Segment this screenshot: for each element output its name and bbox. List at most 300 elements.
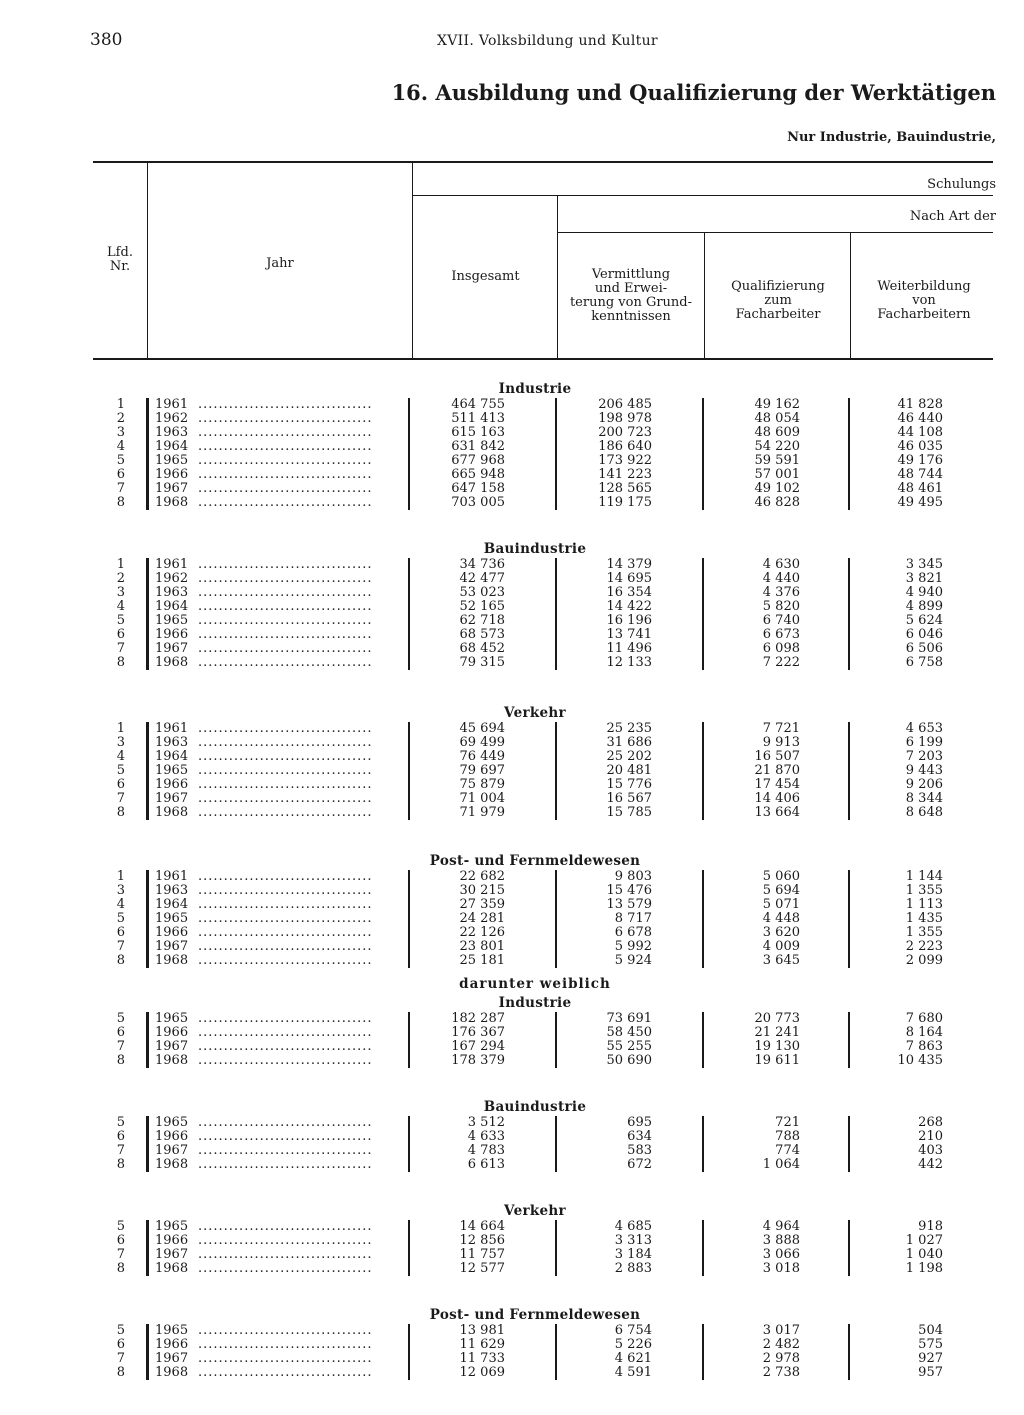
table-row [0,884,1024,898]
leader-dots: .................................. [198,398,373,412]
table-row [0,614,1024,628]
row-number: 1 [116,397,125,412]
leader-dots: .................................. [198,1158,373,1172]
row-year: 1962 [155,411,189,426]
row-number: 2 [116,411,125,426]
cell-qualifizierung: 6 098 [762,641,800,656]
cell-vermittlung: 16 567 [606,791,652,806]
cell-insgesamt: 4 633 [467,1129,505,1144]
cell-insgesamt: 68 452 [459,641,505,656]
row-year: 1966 [155,1233,189,1248]
section-title: Industrie [498,995,572,1011]
leader-dots: .................................. [198,736,373,750]
cell-insgesamt: 464 755 [451,397,505,412]
row-number: 6 [116,1129,125,1144]
leader-dots: .................................. [198,412,373,426]
cell-insgesamt: 76 449 [459,749,505,764]
row-number: 7 [116,1247,125,1262]
cell-qualifizierung: 20 773 [754,1011,800,1026]
row-number: 4 [116,439,125,454]
row-year: 1968 [155,805,189,820]
header-qualifizierung: Qualifizierung zum Facharbeiter [731,279,825,322]
cell-insgesamt: 45 694 [459,721,505,736]
row-year: 1968 [155,495,189,510]
cell-insgesamt: 11 757 [459,1247,505,1262]
cell-weiterbildung: 5 624 [905,613,943,628]
row-year: 1963 [155,585,189,600]
cell-weiterbildung: 1 144 [905,869,943,884]
cell-weiterbildung: 6 199 [905,735,943,750]
leader-dots: .................................. [198,586,373,600]
cell-qualifizierung: 4 630 [762,557,800,572]
table-row [0,628,1024,642]
table-row [0,1116,1024,1130]
cell-insgesamt: 11 629 [459,1337,505,1352]
row-year: 1961 [155,721,189,736]
row-number: 8 [116,1157,125,1172]
cell-insgesamt: 30 215 [459,883,505,898]
cell-vermittlung: 25 202 [606,749,652,764]
cell-vermittlung: 672 [627,1157,652,1172]
table-body [0,372,1024,1380]
table-row [0,600,1024,614]
cell-qualifizierung: 5 071 [762,897,800,912]
cell-vermittlung: 15 476 [606,883,652,898]
row-number: 6 [116,467,125,482]
row-year: 1968 [155,953,189,968]
cell-qualifizierung: 6 673 [762,627,800,642]
cell-insgesamt: 665 948 [451,467,505,482]
section-rows [0,558,1024,670]
row-number: 5 [116,911,125,926]
section-title: Post- und Fernmeldewesen [429,853,641,869]
cell-insgesamt: 71 004 [459,791,505,806]
row-year: 1966 [155,1337,189,1352]
cell-weiterbildung: 1 355 [905,925,943,940]
cell-vermittlung: 4 621 [614,1351,652,1366]
cell-qualifizierung: 3 066 [762,1247,800,1262]
row-number: 2 [116,571,125,586]
table-row [0,1144,1024,1158]
cell-insgesamt: 167 294 [451,1039,505,1054]
cell-weiterbildung: 7 863 [905,1039,943,1054]
cell-qualifizierung: 4 964 [762,1219,800,1234]
cell-weiterbildung: 2 099 [905,953,943,968]
leader-dots: .................................. [198,600,373,614]
cell-weiterbildung: 6 046 [905,627,943,642]
cell-weiterbildung: 3 345 [905,557,943,572]
row-number: 5 [116,1219,125,1234]
row-year: 1961 [155,869,189,884]
row-number: 1 [116,557,125,572]
section-title: Post- und Fernmeldewesen [429,1307,641,1323]
cell-vermittlung: 206 485 [598,397,652,412]
table-row [0,1366,1024,1380]
cell-weiterbildung: 403 [918,1143,943,1158]
cell-qualifizierung: 2 738 [762,1365,800,1380]
header-lfd-nr: Lfd. Nr. [107,245,133,274]
leader-dots: .................................. [198,898,373,912]
cell-insgesamt: 615 163 [451,425,505,440]
section-rows [0,722,1024,820]
row-year: 1965 [155,613,189,628]
header-divider-jahr [412,162,413,358]
row-number: 3 [116,735,125,750]
cell-qualifizierung: 3 017 [762,1323,800,1338]
leader-dots: .................................. [198,1040,373,1054]
row-number: 5 [116,1011,125,1026]
row-year: 1964 [155,897,189,912]
table-row [0,926,1024,940]
header-divider-qualifizierung [850,233,851,358]
cell-qualifizierung: 5 820 [762,599,800,614]
row-year: 1968 [155,1053,189,1068]
cell-weiterbildung: 918 [918,1219,943,1234]
cell-weiterbildung: 268 [918,1115,943,1130]
row-year: 1968 [155,1365,189,1380]
row-year: 1964 [155,439,189,454]
table-row [0,482,1024,496]
section-rows [0,398,1024,510]
row-number: 7 [116,481,125,496]
row-year: 1965 [155,763,189,778]
running-head: XVII. Volksbildung und Kultur [437,33,658,49]
cell-qualifizierung: 13 664 [754,805,800,820]
cell-weiterbildung: 210 [918,1129,943,1144]
cell-weiterbildung: 2 223 [905,939,943,954]
row-year: 1967 [155,481,189,496]
leader-dots: .................................. [198,642,373,656]
cell-weiterbildung: 44 108 [897,425,943,440]
cell-qualifizierung: 46 828 [754,495,800,510]
table-row [0,586,1024,600]
header-nach-art: Nach Art der [909,209,996,224]
cell-vermittlung: 16 196 [606,613,652,628]
section-title: Industrie [498,381,572,397]
table-row [0,468,1024,482]
row-year: 1966 [155,1129,189,1144]
row-number: 5 [116,613,125,628]
cell-insgesamt: 4 783 [467,1143,505,1158]
cell-vermittlung: 6 754 [614,1323,652,1338]
row-number: 6 [116,1337,125,1352]
header-rule-schulungs [413,195,993,196]
row-number: 7 [116,1039,125,1054]
table-row [0,898,1024,912]
cell-weiterbildung: 1 113 [905,897,943,912]
row-year: 1963 [155,883,189,898]
cell-qualifizierung: 59 591 [754,453,800,468]
leader-dots: .................................. [198,884,373,898]
cell-vermittlung: 634 [627,1129,652,1144]
leader-dots: .................................. [198,940,373,954]
cell-qualifizierung: 6 740 [762,613,800,628]
row-number: 3 [116,585,125,600]
leader-dots: .................................. [198,1338,373,1352]
cell-weiterbildung: 4 653 [905,721,943,736]
cell-weiterbildung: 10 435 [897,1053,943,1068]
cell-insgesamt: 12 856 [459,1233,505,1248]
row-year: 1966 [155,1025,189,1040]
table-row [0,1338,1024,1352]
cell-weiterbildung: 927 [918,1351,943,1366]
cell-insgesamt: 75 879 [459,777,505,792]
cell-vermittlung: 20 481 [606,763,652,778]
cell-insgesamt: 14 664 [459,1219,505,1234]
row-number: 6 [116,777,125,792]
leader-dots: .................................. [198,1352,373,1366]
section-rows [0,1116,1024,1172]
page-number: 380 [90,30,123,50]
row-year: 1961 [155,557,189,572]
cell-weiterbildung: 1 040 [905,1247,943,1262]
row-year: 1967 [155,1247,189,1262]
leader-dots: .................................. [198,1262,373,1276]
row-number: 8 [116,495,125,510]
leader-dots: .................................. [198,1130,373,1144]
leader-dots: .................................. [198,558,373,572]
row-year: 1967 [155,939,189,954]
row-number: 8 [116,1261,125,1276]
row-year: 1966 [155,925,189,940]
cell-vermittlung: 13 579 [606,897,652,912]
row-year: 1965 [155,1115,189,1130]
cell-weiterbildung: 46 035 [897,439,943,454]
table-row [0,1262,1024,1276]
cell-weiterbildung: 7 203 [905,749,943,764]
cell-weiterbildung: 9 443 [905,763,943,778]
cell-weiterbildung: 8 344 [905,791,943,806]
row-number: 4 [116,749,125,764]
cell-qualifizierung: 3 645 [762,953,800,968]
table-row [0,1054,1024,1068]
cell-vermittlung: 4 685 [614,1219,652,1234]
cell-qualifizierung: 4 376 [762,585,800,600]
table-row [0,912,1024,926]
header-divider-vermittlung [704,233,705,358]
cell-weiterbildung: 504 [918,1323,943,1338]
table-row [0,572,1024,586]
row-number: 4 [116,599,125,614]
cell-insgesamt: 182 287 [451,1011,505,1026]
table-row [0,764,1024,778]
cell-vermittlung: 141 223 [598,467,652,482]
cell-vermittlung: 14 422 [606,599,652,614]
cell-insgesamt: 79 697 [459,763,505,778]
cell-weiterbildung: 3 821 [905,571,943,586]
cell-vermittlung: 73 691 [606,1011,652,1026]
cell-vermittlung: 119 175 [598,495,652,510]
table-row [0,1220,1024,1234]
header-weiterbildung: Weiterbildung von Facharbeitern [877,279,971,322]
table-section [0,704,1024,820]
cell-vermittlung: 128 565 [598,481,652,496]
leader-dots: .................................. [198,454,373,468]
cell-vermittlung: 695 [627,1115,652,1130]
cell-vermittlung: 9 803 [614,869,652,884]
table-row [0,1012,1024,1026]
cell-vermittlung: 15 785 [606,805,652,820]
cell-vermittlung: 12 133 [606,655,652,670]
cell-insgesamt: 176 367 [451,1025,505,1040]
cell-qualifizierung: 5 694 [762,883,800,898]
row-year: 1967 [155,1143,189,1158]
cell-insgesamt: 25 181 [459,953,505,968]
header-top-rule [93,161,993,163]
row-year: 1967 [155,791,189,806]
table-section [0,380,1024,510]
table-section [0,1202,1024,1276]
cell-insgesamt: 3 512 [467,1115,505,1130]
cell-qualifizierung: 5 060 [762,869,800,884]
leader-dots: .................................. [198,1012,373,1026]
table-row [0,870,1024,884]
header-vermittlung: Vermittlung und Erwei- terung von Grund- kenntnissen [569,267,693,324]
leader-dots: .................................. [198,1220,373,1234]
cell-insgesamt: 22 682 [459,869,505,884]
header-insgesamt: Insgesamt [451,269,520,284]
cell-vermittlung: 6 678 [614,925,652,940]
table-row [0,940,1024,954]
table-row [0,792,1024,806]
row-number: 4 [116,897,125,912]
cell-insgesamt: 511 413 [451,411,505,426]
cell-insgesamt: 677 968 [451,453,505,468]
cell-weiterbildung: 46 440 [897,411,943,426]
row-year: 1968 [155,1157,189,1172]
table-row [0,954,1024,968]
cell-vermittlung: 5 226 [614,1337,652,1352]
row-number: 6 [116,925,125,940]
leader-dots: .................................. [198,806,373,820]
cell-qualifizierung: 19 130 [754,1039,800,1054]
row-year: 1965 [155,911,189,926]
row-number: 8 [116,1053,125,1068]
cell-weiterbildung: 7 680 [905,1011,943,1026]
row-year: 1965 [155,1323,189,1338]
cell-weiterbildung: 48 744 [897,467,943,482]
row-year: 1967 [155,1039,189,1054]
row-year: 1961 [155,397,189,412]
cell-qualifizierung: 14 406 [754,791,800,806]
cell-vermittlung: 5 924 [614,953,652,968]
cell-vermittlung: 186 640 [598,439,652,454]
cell-insgesamt: 69 499 [459,735,505,750]
cell-qualifizierung: 3 888 [762,1233,800,1248]
cell-vermittlung: 25 235 [606,721,652,736]
cell-insgesamt: 12 577 [459,1261,505,1276]
leader-dots: .................................. [198,614,373,628]
cell-weiterbildung: 575 [918,1337,943,1352]
cell-vermittlung: 11 496 [606,641,652,656]
cell-weiterbildung: 41 828 [897,397,943,412]
header-divider-nr [147,162,148,358]
cell-vermittlung: 8 717 [614,911,652,926]
group-title-weiblich: darunter weiblich [459,976,611,992]
row-number: 8 [116,1365,125,1380]
row-number: 3 [116,883,125,898]
table-row [0,778,1024,792]
cell-vermittlung: 3 184 [614,1247,652,1262]
leader-dots: .................................. [198,572,373,586]
cell-vermittlung: 55 255 [606,1039,652,1054]
leader-dots: .................................. [198,426,373,440]
cell-weiterbildung: 49 495 [897,495,943,510]
leader-dots: .................................. [198,778,373,792]
cell-weiterbildung: 6 506 [905,641,943,656]
leader-dots: .................................. [198,1054,373,1068]
table-row [0,558,1024,572]
header-rule-art [558,232,993,233]
row-year: 1966 [155,777,189,792]
leader-dots: .................................. [198,750,373,764]
row-number: 1 [116,721,125,736]
cell-qualifizierung: 21 870 [754,763,800,778]
leader-dots: .................................. [198,496,373,510]
cell-insgesamt: 34 736 [459,557,505,572]
table-row [0,398,1024,412]
cell-insgesamt: 53 023 [459,585,505,600]
table-row [0,656,1024,670]
cell-vermittlung: 31 686 [606,735,652,750]
cell-insgesamt: 631 842 [451,439,505,454]
cell-insgesamt: 11 733 [459,1351,505,1366]
cell-insgesamt: 178 379 [451,1053,505,1068]
cell-insgesamt: 12 069 [459,1365,505,1380]
cell-vermittlung: 50 690 [606,1053,652,1068]
header-bottom-rule [93,358,993,360]
table-row [0,736,1024,750]
table-row [0,1234,1024,1248]
row-year: 1967 [155,641,189,656]
cell-weiterbildung: 1 027 [905,1233,943,1248]
cell-vermittlung: 173 922 [598,453,652,468]
cell-vermittlung: 198 978 [598,411,652,426]
table-row [0,1026,1024,1040]
table-section [0,1098,1024,1172]
cell-qualifizierung: 49 162 [754,397,800,412]
row-year: 1965 [155,1219,189,1234]
leader-dots: .................................. [198,482,373,496]
cell-insgesamt: 13 981 [459,1323,505,1338]
cell-insgesamt: 703 005 [451,495,505,510]
leader-dots: .................................. [198,1366,373,1380]
cell-weiterbildung: 6 758 [905,655,943,670]
row-number: 7 [116,641,125,656]
cell-qualifizierung: 7 721 [762,721,800,736]
table-row [0,750,1024,764]
row-number: 6 [116,627,125,642]
leader-dots: .................................. [198,1116,373,1130]
cell-qualifizierung: 2 978 [762,1351,800,1366]
table-row [0,412,1024,426]
table-title: 16. Ausbildung und Qualifizierung der Werktätigen [391,80,996,105]
leader-dots: .................................. [198,1144,373,1158]
cell-qualifizierung: 721 [775,1115,800,1130]
row-number: 5 [116,763,125,778]
leader-dots: .................................. [198,926,373,940]
table-section [0,852,1024,968]
cell-qualifizierung: 16 507 [754,749,800,764]
row-year: 1963 [155,425,189,440]
cell-weiterbildung: 8 164 [905,1025,943,1040]
row-number: 5 [116,1115,125,1130]
cell-weiterbildung: 1 435 [905,911,943,926]
row-year: 1968 [155,655,189,670]
row-number: 6 [116,1025,125,1040]
row-year: 1963 [155,735,189,750]
cell-insgesamt: 27 359 [459,897,505,912]
